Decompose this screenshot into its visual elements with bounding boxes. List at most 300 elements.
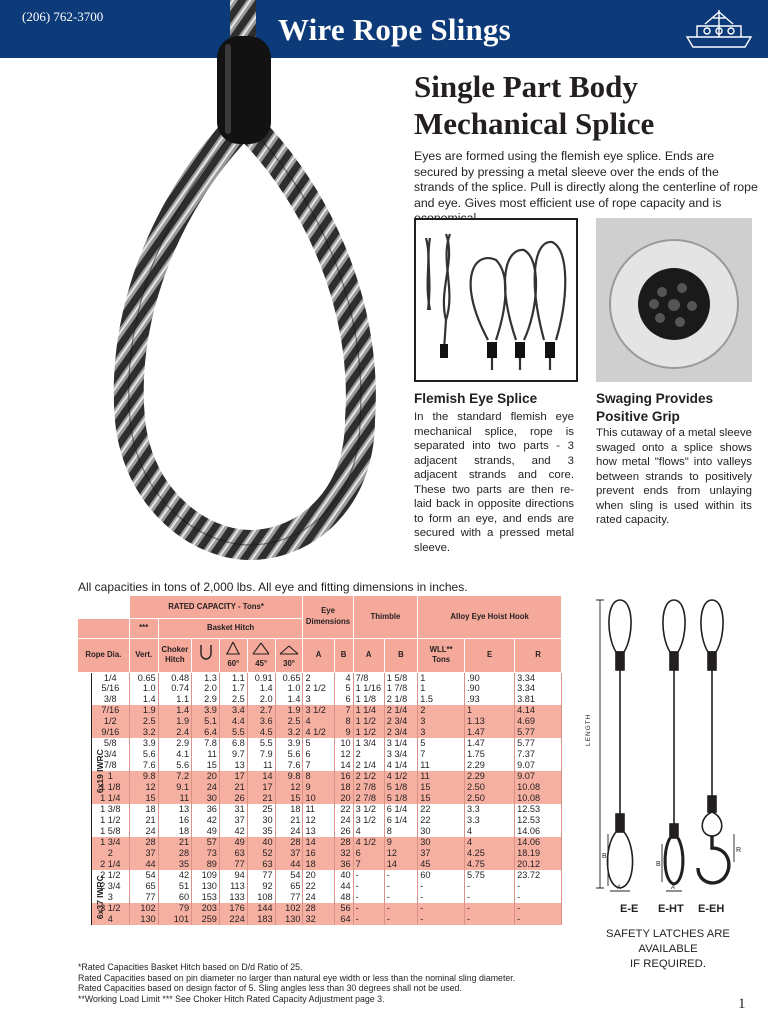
table-cell: 1/2 — [91, 716, 129, 727]
table-cell: - — [515, 881, 562, 892]
table-cell: 2.9 — [192, 694, 220, 705]
table-cell: 9 — [334, 727, 353, 738]
group-label-text: 6x19 IWRC — [94, 749, 105, 794]
table-cell: 5.77 — [515, 727, 562, 738]
table-row — [78, 859, 562, 870]
table-cell: 18 — [334, 782, 353, 793]
table-cell: 35 — [158, 859, 191, 870]
table-cell: - — [353, 870, 384, 881]
table-cell: - — [384, 914, 417, 925]
table-cell: 17 — [219, 771, 247, 782]
dim-a-label-2: A — [671, 885, 676, 891]
table-cell: 7 — [418, 749, 465, 760]
intro-paragraph: Eyes are formed using the flemish eye splice. Ends are secured by pressing a metal sleeve over the ends of the strands of the splice. Pull is directly along the centerline of rope and eye. Gives most efficient use of rope capacity and is — [414, 149, 758, 210]
eye-a-header: A — [303, 638, 334, 672]
group-label-6x19 — [78, 672, 105, 870]
table-cell: - — [418, 914, 465, 925]
table-cell: 4 1/4 — [384, 760, 417, 771]
table-row — [78, 826, 562, 837]
table-row — [78, 760, 562, 771]
table-cell: - — [418, 881, 465, 892]
swaging-text: This cutaway of a metal sleeve swaged onto a splice shows how metal "flows" into valleys between strands to positively prevent ends from unlaying when sling is used within its rated capacity. — [596, 427, 752, 526]
table-cell: 20.12 — [515, 859, 562, 870]
table-cell: 4.14 — [515, 705, 562, 716]
table-cell: 6 1/4 — [384, 804, 417, 815]
table-cell: - — [515, 903, 562, 914]
table-cell: 3 1/2 — [353, 815, 384, 826]
table-cell: 2.5 — [129, 716, 158, 727]
table-cell: 3.2 — [129, 727, 158, 738]
table-cell: 18 — [303, 859, 334, 870]
table-cell: 15 — [275, 793, 303, 804]
table-cell: 4 — [303, 716, 334, 727]
table-cell: 5.77 — [515, 738, 562, 749]
table-cell: 4 1/2 — [353, 837, 384, 848]
table-cell: - — [353, 914, 384, 925]
table-cell: 32 — [303, 914, 334, 925]
table-cell: 7/8 — [353, 672, 384, 683]
table-cell: 11 — [158, 793, 191, 804]
table-cell: 77 — [275, 892, 303, 903]
table-cell: 30 — [418, 837, 465, 848]
table-cell: - — [464, 881, 514, 892]
table-cell: 3.9 — [192, 705, 220, 716]
table-cell: 11 — [247, 760, 275, 771]
table-cell: 42 — [219, 826, 247, 837]
table-cell: 21 — [275, 815, 303, 826]
table-cell: 22 — [334, 804, 353, 815]
table-cell: 32 — [334, 848, 353, 859]
table-cell: 1 — [418, 672, 465, 683]
table-cell: 24 — [334, 815, 353, 826]
swaging-cutaway-drawing — [596, 218, 752, 382]
table-cell: 2 7/8 — [353, 782, 384, 793]
table-cell: 18 — [158, 826, 191, 837]
table-cell: 12 — [275, 782, 303, 793]
table-cell: 9/16 — [91, 727, 129, 738]
table-cell: - — [464, 914, 514, 925]
table-cell: 3/4 — [91, 749, 129, 760]
table-cell: 60 — [418, 870, 465, 881]
table-row — [78, 837, 562, 848]
table-row — [78, 914, 562, 925]
table-cell: 44 — [334, 881, 353, 892]
alloy-hook-header: Alloy Eye Hoist Hook — [418, 596, 562, 638]
table-cell: 37 — [219, 815, 247, 826]
table-cell: 10 — [303, 793, 334, 804]
table-row — [78, 771, 562, 782]
table-cell: 14.06 — [515, 837, 562, 848]
table-cell: 36 — [334, 859, 353, 870]
table-cell: 2 — [303, 672, 334, 683]
table-cell: 4 — [464, 837, 514, 848]
section-title-line1: Single Part Body — [414, 69, 638, 104]
ship-logo-icon — [683, 6, 755, 52]
table-cell: 6 — [334, 694, 353, 705]
table-cell: 9.07 — [515, 760, 562, 771]
dim-b-label-2: B — [656, 861, 661, 868]
table-cell: 21 — [129, 815, 158, 826]
table-cell: 3 — [418, 727, 465, 738]
table-cell: 10 — [334, 738, 353, 749]
table-cell: 5/8 — [91, 738, 129, 749]
table-cell: 102 — [275, 903, 303, 914]
table-cell: 65 — [275, 881, 303, 892]
table-cell: 0.74 — [158, 683, 191, 694]
table-cell: 28 — [158, 848, 191, 859]
table-cell: 5 1/8 — [384, 793, 417, 804]
table-cell: 22 — [303, 881, 334, 892]
table-cell: 2 — [418, 705, 465, 716]
table-cell: 5 — [418, 738, 465, 749]
flemish-text: In the standard flemish eye mechanical splice, rope is separated into two parts - 3 adjacent strands, and 3 adjacent strands and core. These two parts are then re-laid back in opposite directions to form an eye, and ends are secured with a pressed metal sleeve. — [414, 411, 574, 554]
table-cell: 3 — [303, 694, 334, 705]
table-cell: 28 — [275, 837, 303, 848]
table-cell: - — [353, 903, 384, 914]
table-cell: 15 — [418, 793, 465, 804]
angle-45-label: 45° — [255, 658, 268, 668]
table-row — [78, 793, 562, 804]
table-cell: 4 1/2 — [384, 771, 417, 782]
footnote-4: **Working Load Limit *** See Choker Hitch Rated Capacity Adjustment page 3. — [78, 993, 385, 1004]
table-cell: 28 — [303, 903, 334, 914]
table-cell: 18.19 — [515, 848, 562, 859]
thimble-header: Thimble — [353, 596, 418, 638]
table-cell: 2 3/4 — [384, 716, 417, 727]
table-cell: 1.4 — [158, 705, 191, 716]
table-cell: 11 — [192, 749, 220, 760]
dim-r-label: R — [736, 847, 742, 854]
flemish-heading: Flemish Eye Splice — [414, 391, 538, 406]
table-cell: 4 — [353, 826, 384, 837]
basket-vertical-icon — [192, 638, 220, 672]
table-cell: 49 — [192, 826, 220, 837]
table-cell: 54 — [275, 870, 303, 881]
table-cell: 2 1/4 — [91, 859, 129, 870]
table-cell: 1.4 — [275, 694, 303, 705]
table-row — [78, 870, 562, 881]
thimble-a-header: A — [353, 638, 384, 672]
table-cell: 7.6 — [275, 760, 303, 771]
table-cell: 4 — [91, 914, 129, 925]
swaging-heading-line1: Swaging Provides — [596, 391, 714, 406]
table-cell: 40 — [334, 870, 353, 881]
label-e-eh: E-EH — [698, 903, 725, 915]
length-label: LENGTH — [585, 713, 592, 746]
table-cell: 8 — [334, 716, 353, 727]
table-cell: 5.5 — [219, 727, 247, 738]
vert-header: Vert. — [129, 638, 158, 672]
table-cell: - — [384, 892, 417, 903]
rated-capacity-table — [78, 596, 562, 925]
wll-label: WLL** — [429, 644, 453, 654]
table-cell: 7 — [334, 705, 353, 716]
table-cell: 48 — [334, 892, 353, 903]
table-cell: 1.0 — [129, 683, 158, 694]
table-cell: 101 — [158, 914, 191, 925]
table-cell: 12 — [129, 782, 158, 793]
table-cell: 3 — [91, 892, 129, 903]
table-cell: 12.53 — [515, 815, 562, 826]
table-cell: 4.25 — [464, 848, 514, 859]
table-cell: 1 5/8 — [384, 672, 417, 683]
table-cell: 36 — [192, 804, 220, 815]
table-cell: 7 — [303, 760, 334, 771]
safety-latch-note — [578, 927, 758, 972]
table-cell: 1 1/4 — [91, 793, 129, 804]
table-cell: 77 — [247, 870, 275, 881]
table-cell: 6 — [353, 848, 384, 859]
table-cell: 13 — [219, 760, 247, 771]
table-cell: 42 — [192, 815, 220, 826]
table-cell: 79 — [158, 903, 191, 914]
table-cell: 5 — [334, 683, 353, 694]
table-cell: - — [353, 892, 384, 903]
table-cell: 1 — [418, 683, 465, 694]
table-cell: 94 — [219, 870, 247, 881]
table-cell: 51 — [158, 881, 191, 892]
dim-b-label-1: B — [602, 853, 607, 860]
table-cell: 10.08 — [515, 782, 562, 793]
safety-line-2: IF REQUIRED. — [630, 958, 706, 970]
table-cell: 2.50 — [464, 782, 514, 793]
table-cell: 4.4 — [219, 716, 247, 727]
table-cell: 1.13 — [464, 716, 514, 727]
basket-60-cell — [219, 638, 247, 672]
table-cell: 7.2 — [158, 771, 191, 782]
table-cell: 130 — [129, 914, 158, 925]
table-cell: 3.2 — [275, 727, 303, 738]
table-cell: 4.1 — [158, 749, 191, 760]
safety-line-1: SAFETY LATCHES ARE AVAILABLE — [606, 928, 730, 955]
table-cell: 63 — [247, 859, 275, 870]
table-cell: 108 — [247, 892, 275, 903]
table-cell: 2 1/2 — [303, 683, 334, 694]
angle-60-label: 60° — [227, 658, 240, 668]
table-cell: 1.75 — [464, 749, 514, 760]
table-cell: 2 1/2 — [353, 771, 384, 782]
table-row — [78, 705, 562, 716]
table-cell: 18 — [129, 804, 158, 815]
table-cell: 14 — [247, 771, 275, 782]
table-cell: 1.9 — [129, 705, 158, 716]
table-cell: 30 — [192, 793, 220, 804]
table-cell: 30 — [418, 826, 465, 837]
table-cell: 21 — [158, 837, 191, 848]
table-cell: 2 1/4 — [353, 760, 384, 771]
table-cell: 12 — [384, 848, 417, 859]
table-cell: 23.72 — [515, 870, 562, 881]
table-cell: 24 — [303, 892, 334, 903]
splice-stages-photo — [414, 218, 578, 382]
rated-capacity-header: RATED CAPACITY - Tons* — [129, 596, 303, 618]
table-cell: 0.48 — [158, 672, 191, 683]
table-cell: 22 — [418, 815, 465, 826]
footnotes — [78, 962, 515, 1004]
table-row — [78, 727, 562, 738]
table-row — [78, 672, 562, 683]
table-cell: 7/16 — [91, 705, 129, 716]
choker-hitch-header: Choker Hitch — [158, 638, 191, 672]
table-row — [78, 815, 562, 826]
table-cell: 1.47 — [464, 738, 514, 749]
table-cell: - — [464, 892, 514, 903]
angle-30-label: 30° — [283, 658, 295, 668]
table-cell: 26 — [219, 793, 247, 804]
rope-eye-illustration — [110, 0, 380, 560]
table-cell: 7.8 — [192, 738, 220, 749]
table-cell: 64 — [334, 914, 353, 925]
table-cell: 183 — [247, 914, 275, 925]
table-cell: 11 — [418, 771, 465, 782]
sling-configurations-diagram — [578, 596, 758, 896]
table-cell: 3.9 — [275, 738, 303, 749]
capacity-table-body — [78, 672, 562, 925]
table-cell: 28 — [334, 837, 353, 848]
table-cell: 2 1/8 — [384, 694, 417, 705]
table-cell: 77 — [129, 892, 158, 903]
table-cell: 203 — [192, 903, 220, 914]
table-cell: 24 — [275, 826, 303, 837]
table-cell: 1 1/8 — [353, 694, 384, 705]
table-row — [78, 848, 562, 859]
table-cell: 1 1/4 — [353, 705, 384, 716]
table-cell: 1 1/2 — [353, 727, 384, 738]
table-cell: 14.06 — [515, 826, 562, 837]
table-cell: 4.5 — [247, 727, 275, 738]
table-cell: 2.4 — [158, 727, 191, 738]
table-cell: 11 — [418, 760, 465, 771]
table-cell: 7.37 — [515, 749, 562, 760]
table-cell: 0.65 — [129, 672, 158, 683]
table-row — [78, 892, 562, 903]
table-cell: 9.07 — [515, 771, 562, 782]
basket-hitch-header: Basket Hitch — [158, 618, 303, 638]
table-cell: 2.7 — [247, 705, 275, 716]
table-cell: 4.75 — [464, 859, 514, 870]
table-cell: 20 — [334, 793, 353, 804]
table-cell: - — [384, 903, 417, 914]
table-cell: 3 1/2 — [91, 903, 129, 914]
table-cell: - — [384, 881, 417, 892]
table-cell: 1.9 — [275, 705, 303, 716]
table-cell: 6.4 — [192, 727, 220, 738]
table-cell: 113 — [219, 881, 247, 892]
table-cell: 56 — [334, 903, 353, 914]
table-cell: 1.9 — [158, 716, 191, 727]
table-cell: 26 — [334, 826, 353, 837]
table-cell: - — [418, 892, 465, 903]
table-cell: 14 — [303, 837, 334, 848]
table-cell: 15 — [418, 782, 465, 793]
basket-45-cell — [247, 638, 275, 672]
table-cell: 2 1/4 — [384, 705, 417, 716]
table-cell: 30 — [247, 815, 275, 826]
phone-number: (206) 762-3700 — [22, 9, 104, 24]
table-row — [78, 804, 562, 815]
table-cell: - — [464, 903, 514, 914]
basket-30-cell — [275, 638, 303, 672]
table-cell: 5 1/8 — [384, 782, 417, 793]
table-cell: 2.0 — [247, 694, 275, 705]
table-cell: 4 1/2 — [303, 727, 334, 738]
table-cell: 1 — [464, 705, 514, 716]
table-cell: 21 — [247, 793, 275, 804]
table-cell: 3.9 — [129, 738, 158, 749]
table-cell: 13 — [303, 826, 334, 837]
table-cell: 1 3/4 — [91, 837, 129, 848]
table-cell: 12 — [334, 749, 353, 760]
table-cell: 1 5/8 — [91, 826, 129, 837]
dim-a-label-1: A — [617, 885, 622, 891]
table-cell: 3.3 — [464, 804, 514, 815]
table-cell: 3.3 — [464, 815, 514, 826]
table-cell: 2.29 — [464, 760, 514, 771]
table-cell: 5.6 — [129, 749, 158, 760]
table-cell: 8 — [303, 771, 334, 782]
rope-dia-header: Rope Dia. — [78, 638, 129, 672]
table-row — [78, 903, 562, 914]
table-cell: 144 — [247, 903, 275, 914]
table-cell: 24 — [192, 782, 220, 793]
table-cell: 1 3/8 — [91, 804, 129, 815]
table-cell: 9.8 — [129, 771, 158, 782]
table-cell: 57 — [192, 837, 220, 848]
table-row — [78, 782, 562, 793]
table-cell: 37 — [418, 848, 465, 859]
table-cell: 130 — [192, 881, 220, 892]
table-cell: 224 — [219, 914, 247, 925]
table-cell: 1 1/2 — [353, 716, 384, 727]
table-cell: 35 — [247, 826, 275, 837]
table-cell: 1.3 — [192, 672, 220, 683]
table-cell: 2 3/4 — [384, 727, 417, 738]
table-cell: 45 — [418, 859, 465, 870]
label-e-ht: E-HT — [658, 903, 684, 915]
table-cell: 20 — [192, 771, 220, 782]
thimble-b-header: B — [384, 638, 417, 672]
table-cell: 22 — [418, 804, 465, 815]
table-cell: 3 1/2 — [303, 705, 334, 716]
table-cell: 6 — [303, 749, 334, 760]
table-cell: 52 — [247, 848, 275, 859]
table-cell: 14 — [334, 760, 353, 771]
table-cell: 2 1/2 — [91, 870, 129, 881]
table-cell: 1.1 — [219, 672, 247, 683]
table-row — [78, 749, 562, 760]
table-cell: 3.4 — [219, 705, 247, 716]
table-cell: 15 — [192, 760, 220, 771]
table-cell: 73 — [192, 848, 220, 859]
table-cell: 3.6 — [247, 716, 275, 727]
table-cell: 0.91 — [247, 672, 275, 683]
table-cell: 37 — [129, 848, 158, 859]
swaging-heading-line2: Positive Grip — [596, 409, 680, 424]
section-title-line2: Mechanical Splice — [414, 106, 655, 141]
table-cell: 6.8 — [219, 738, 247, 749]
table-cell: 2.29 — [464, 771, 514, 782]
table-cell: 2.5 — [275, 716, 303, 727]
table-cell: 7.9 — [247, 749, 275, 760]
table-cell: 3.34 — [515, 683, 562, 694]
table-cell: - — [515, 892, 562, 903]
table-row — [78, 694, 562, 705]
wll-tons-header — [418, 638, 465, 672]
table-cell: 16 — [158, 815, 191, 826]
choker-marks: *** — [129, 618, 158, 638]
table-cell: 16 — [303, 848, 334, 859]
table-cell: 2 — [353, 749, 384, 760]
